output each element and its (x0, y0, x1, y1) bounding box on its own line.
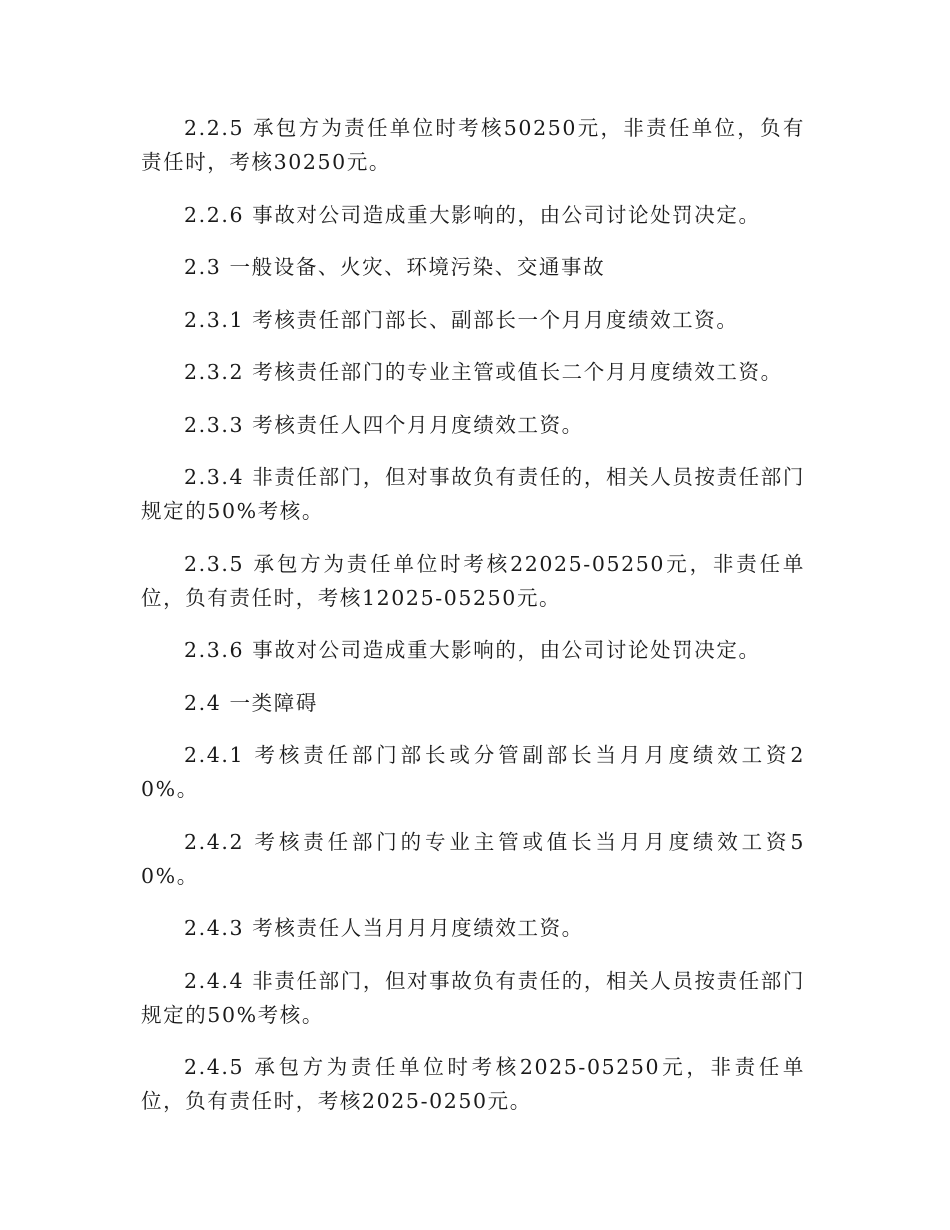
paragraph-2-2-6: 2.2.6 事故对公司造成重大影响的，由公司讨论处罚决定。 (184, 202, 761, 227)
paragraph-2-3-1: 2.3.1 考核责任部门部长、副部长一个月月度绩效工资。 (184, 307, 739, 332)
paragraph-2-4-4: 2.4.4 非责任部门，但对事故负有责任的，相关人员按责任部门规定的50%考核。 (141, 968, 805, 1027)
document-body (141, 111, 805, 1137)
heading-2-4: 2.4 一类障碍 (184, 690, 318, 715)
paragraph-2-3-2: 2.3.2 考核责任部门的专业主管或值长二个月月度绩效工资。 (184, 360, 783, 384)
paragraph-2-4-5: 2.4.5 承包方为责任单位时考核2025-05250元，非责任单位，负有责任时，考核2025-0250元。 (141, 1055, 805, 1113)
paragraph-2-4-3: 2.4.3 考核责任人当月月月度绩效工资。 (184, 916, 584, 940)
paragraph-2-3-3: 2.3.3 考核责任人四个月月度绩效工资。 (184, 412, 584, 437)
paragraph-2-4-1: 2.4.1 考核责任部门部长或分管副部长当月月度绩效工资20%。 (141, 743, 805, 801)
paragraph-2-3-6: 2.3.6 事故对公司造成重大影响的，由公司讨论处罚决定。 (184, 638, 761, 662)
paragraph-2-3-4: 2.3.4 非责任部门，但对事故负有责任的，相关人员按责任部门规定的50%考核。 (141, 465, 805, 523)
paragraph-2-4-2: 2.4.2 考核责任部门的专业主管或值长当月月度绩效工资50%。 (141, 829, 805, 888)
paragraph-2-3-5: 2.3.5 承包方为责任单位时考核22025-05250元，非责任单位，负有责任时，考核12025-05250元。 (141, 551, 805, 610)
heading-2-3: 2.3 一般设备、火灾、环境污染、交通事故 (184, 255, 606, 279)
paragraph-2-2-5: 2.2.5 承包方为责任单位时考核50250元，非责任单位，负有责任时，考核30250元。 (141, 116, 805, 174)
